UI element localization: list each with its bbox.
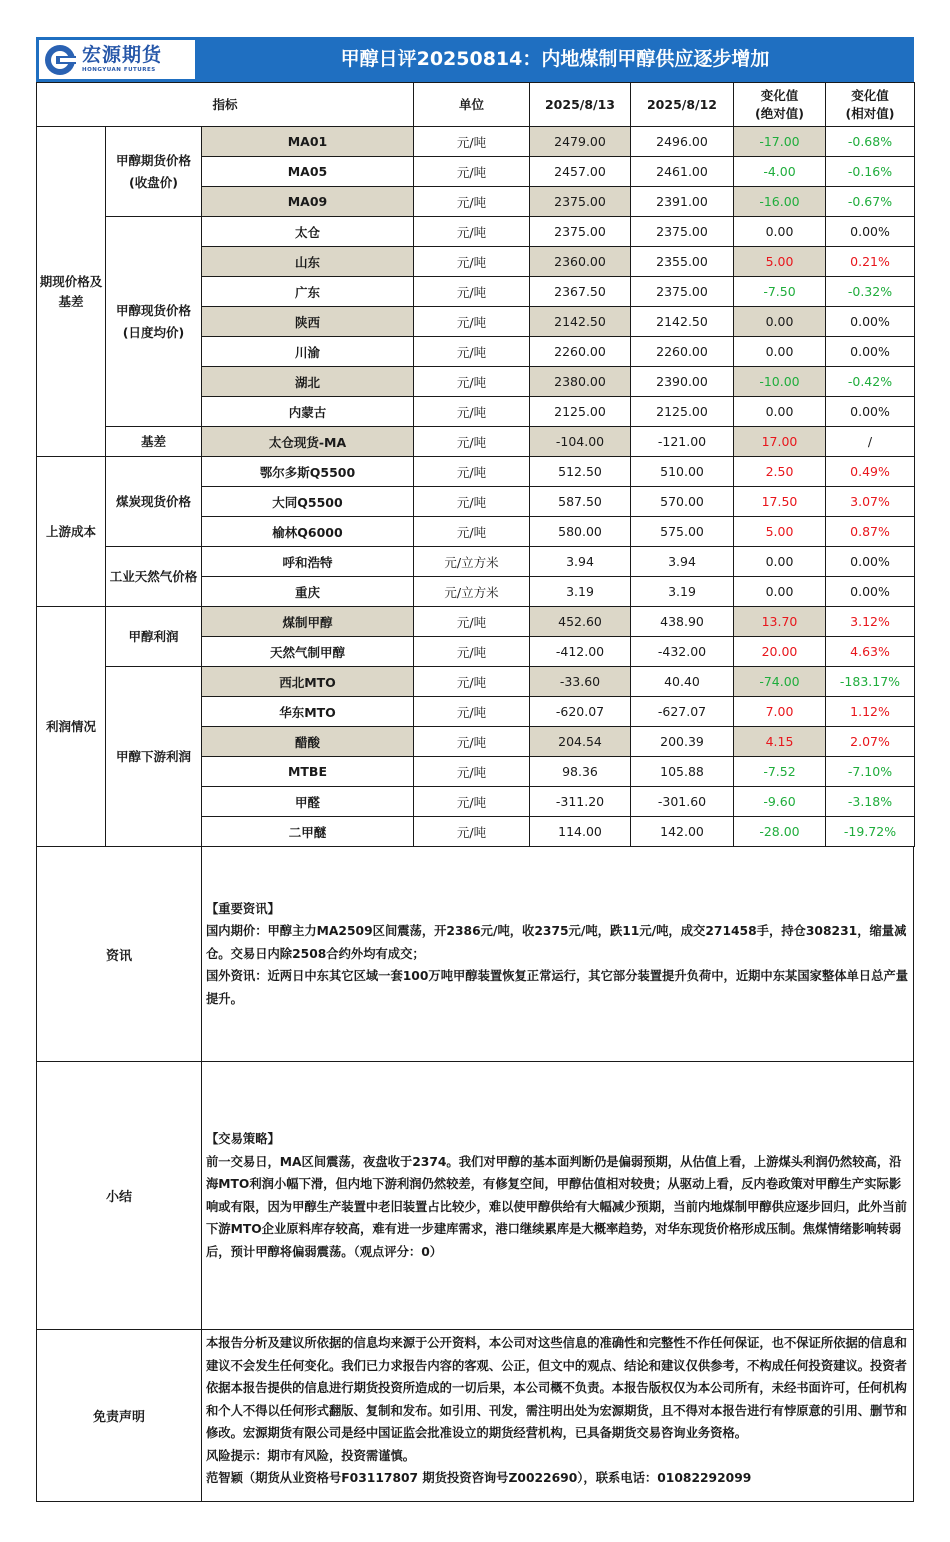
indicator-name: 西北MTO [202,667,414,697]
hongyuan-logo-icon [44,44,76,76]
value-date1: 204.54 [530,727,631,757]
value-date2: 3.19 [631,577,734,607]
risk-text: 风险提示：期市有风险，投资需谨慎。 [206,1448,416,1463]
change-rel: 0.00% [826,337,915,367]
table-row [37,547,915,577]
change-rel: 0.00% [826,547,915,577]
col-unit: 单位 [414,83,530,127]
subcategory-cell: 甲醇下游利润 [106,667,202,847]
value-date2: 438.90 [631,607,734,637]
value-date1: 2360.00 [530,247,631,277]
change-abs: 4.15 [734,727,826,757]
change-abs: -17.00 [734,127,826,157]
change-rel: -7.10% [826,757,915,787]
change-abs: 17.00 [734,427,826,457]
table-row [37,427,915,457]
unit-cell: 元/吨 [414,157,530,187]
indicator-table [36,82,915,847]
change-abs: -9.60 [734,787,826,817]
value-date2: -121.00 [631,427,734,457]
indicator-name: 华东MTO [202,697,414,727]
col-date1: 2025/8/13 [530,83,631,127]
news-body [202,847,913,1061]
change-rel: / [826,427,915,457]
unit-cell: 元/吨 [414,787,530,817]
report-header [36,37,914,82]
unit-cell: 元/吨 [414,337,530,367]
unit-cell: 元/吨 [414,607,530,637]
value-date1: 580.00 [530,517,631,547]
disclaimer-label: 免责声明 [37,1330,202,1501]
unit-cell: 元/吨 [414,637,530,667]
change-rel: 0.21% [826,247,915,277]
table-row [37,667,915,697]
table-row [37,457,915,487]
change-abs: 13.70 [734,607,826,637]
change-abs: 0.00 [734,547,826,577]
analyst-text: 范智颖（期货从业资格号F03117807 期货投资咨询号Z0022690），联系电话：01082292099 [206,1471,752,1485]
change-abs: 0.00 [734,337,826,367]
news-section [36,847,914,1062]
value-date1: 114.00 [530,817,631,847]
change-rel: -0.42% [826,367,915,397]
change-abs: -7.52 [734,757,826,787]
table-row [37,217,915,247]
value-date2: 2375.00 [631,217,734,247]
value-date2: 510.00 [631,457,734,487]
summary-section [36,1062,914,1330]
unit-cell: 元/吨 [414,367,530,397]
news-label: 资讯 [37,847,202,1061]
unit-cell: 元/立方米 [414,547,530,577]
category-cell: 期现价格及基差 [37,127,106,457]
change-rel: 1.12% [826,697,915,727]
indicator-name: 内蒙古 [202,397,414,427]
change-abs: 0.00 [734,577,826,607]
indicator-name: 湖北 [202,367,414,397]
change-rel: 2.07% [826,727,915,757]
change-rel: -183.17% [826,667,915,697]
indicator-name: 二甲醚 [202,817,414,847]
unit-cell: 元/吨 [414,277,530,307]
news-foreign: 国外资讯：近两日中东其它区域一套100万吨甲醇装置恢复正常运行，其它部分装置提升负荷中，近期中东某国家整体单日总产量提升。 [206,969,908,1006]
change-abs: 0.00 [734,307,826,337]
value-date2: 2496.00 [631,127,734,157]
change-rel: 3.12% [826,607,915,637]
change-rel: -0.32% [826,277,915,307]
indicator-name: 榆林Q6000 [202,517,414,547]
value-date1: -412.00 [530,637,631,667]
col-date2: 2025/8/12 [631,83,734,127]
disclaimer-body [202,1330,913,1501]
value-date2: 3.94 [631,547,734,577]
value-date2: 570.00 [631,487,734,517]
value-date1: 98.36 [530,757,631,787]
change-abs: 5.00 [734,247,826,277]
table-row [37,607,915,637]
indicator-name: MTBE [202,757,414,787]
change-rel: -0.16% [826,157,915,187]
value-date2: 575.00 [631,517,734,547]
value-date1: 2375.00 [530,187,631,217]
indicator-name: 重庆 [202,577,414,607]
unit-cell: 元/吨 [414,127,530,157]
news-heading: 【重要资讯】 [206,901,280,916]
unit-cell: 元/吨 [414,397,530,427]
change-abs: 0.00 [734,397,826,427]
change-abs: -74.00 [734,667,826,697]
change-rel: 0.00% [826,577,915,607]
unit-cell: 元/吨 [414,817,530,847]
value-date1: 2457.00 [530,157,631,187]
change-abs: -7.50 [734,277,826,307]
category-cell: 上游成本 [37,457,106,607]
col-indicator: 指标 [37,83,414,127]
category-cell: 利润情况 [37,607,106,847]
value-date1: 3.19 [530,577,631,607]
indicator-name: 煤制甲醇 [202,607,414,637]
value-date2: 2125.00 [631,397,734,427]
subcategory-cell: 甲醇期货价格 (收盘价) [106,127,202,217]
subcategory-cell: 甲醇利润 [106,607,202,667]
company-logo [39,40,195,79]
value-date2: 2375.00 [631,277,734,307]
subcategory-cell: 甲醇现货价格 (日度均价) [106,217,202,427]
unit-cell: 元/吨 [414,517,530,547]
change-rel: 0.49% [826,457,915,487]
subcategory-cell: 工业天然气价格 [106,547,202,607]
value-date1: 2125.00 [530,397,631,427]
logo-cn-text: 宏源期货 [82,44,163,66]
value-date1: 2260.00 [530,337,631,367]
change-rel: 4.63% [826,637,915,667]
disclaimer-section [36,1330,914,1502]
unit-cell: 元/吨 [414,667,530,697]
value-date1: -33.60 [530,667,631,697]
indicator-name: 醋酸 [202,727,414,757]
value-date1: 452.60 [530,607,631,637]
value-date2: 2142.50 [631,307,734,337]
indicator-name: MA05 [202,157,414,187]
value-date1: -620.07 [530,697,631,727]
change-abs: 0.00 [734,217,826,247]
col-rel-change: 变化值 (相对值) [826,83,915,127]
unit-cell: 元/吨 [414,757,530,787]
value-date2: 2391.00 [631,187,734,217]
value-date2: -627.07 [631,697,734,727]
value-date2: 142.00 [631,817,734,847]
change-abs: 2.50 [734,457,826,487]
unit-cell: 元/吨 [414,727,530,757]
logo-en-text: HONGYUAN FUTURES [82,67,156,73]
unit-cell: 元/立方米 [414,577,530,607]
unit-cell: 元/吨 [414,187,530,217]
report-sheet [36,37,914,1502]
value-date1: 2367.50 [530,277,631,307]
change-rel: -19.72% [826,817,915,847]
value-date2: 2390.00 [631,367,734,397]
indicator-name: 呼和浩特 [202,547,414,577]
change-abs: 17.50 [734,487,826,517]
indicator-name: 太仓 [202,217,414,247]
indicator-name: 山东 [202,247,414,277]
change-abs: -16.00 [734,187,826,217]
summary-heading: 【交易策略】 [206,1132,280,1146]
change-abs: 5.00 [734,517,826,547]
value-date2: -432.00 [631,637,734,667]
summary-text: 前一交易日，MA区间震荡，夜盘收于2374。我们对甲醇的基本面判断仍是偏弱预期，从估值上看，上游煤头利润仍然较高，沿海MTO利润小幅下滑，但内地下游利润仍然较差，有修复空间，甲醇估值相对较贵；从驱动上看，反内卷政策对甲醇生产实际影响或有限，因为甲醇生产装置中老旧装置占比较少，难以使甲醇供给有大幅减少预期，当前内地煤制甲醇供应逐步回归，此外当前下游MTO企业原料库存较高，难有进一步建库需求，港口继续累库是大概率趋势，对华东现货价格形成压制。焦煤情绪影响转弱后，预计甲醇将偏弱震荡。（观点评分：0） [206,1154,907,1259]
change-rel: 0.00% [826,397,915,427]
change-rel: -3.18% [826,787,915,817]
value-date1: 2142.50 [530,307,631,337]
summary-body [202,1062,913,1329]
subcategory-cell: 煤炭现货价格 [106,457,202,547]
change-abs: -10.00 [734,367,826,397]
column-header-row [37,83,915,127]
change-abs: -4.00 [734,157,826,187]
indicator-name: 甲醛 [202,787,414,817]
change-abs: 20.00 [734,637,826,667]
value-date2: 2461.00 [631,157,734,187]
value-date1: 2479.00 [530,127,631,157]
unit-cell: 元/吨 [414,427,530,457]
change-rel: 3.07% [826,487,915,517]
value-date2: -301.60 [631,787,734,817]
indicator-name: 川渝 [202,337,414,367]
indicator-name: 天然气制甲醇 [202,637,414,667]
unit-cell: 元/吨 [414,487,530,517]
report-title: 甲醇日评20250814：内地煤制甲醇供应逐步增加 [340,48,770,70]
indicator-name: 太仓现货-MA [202,427,414,457]
value-date1: 512.50 [530,457,631,487]
value-date2: 2260.00 [631,337,734,367]
change-rel: -0.68% [826,127,915,157]
disclaimer-text: 本报告分析及建议所依据的信息均来源于公开资料，本公司对这些信息的准确性和完整性不作任何保证，也不保证所依据的信息和建议不会发生任何变化。我们已力求报告内容的客观、公正，但文中的观点、结论和建议仅供参考，不构成任何投资建议。投资者依据本报告提供的信息进行期货投资所造成的一切后果，本公司概不负责。本报告版权仅为本公司所有，未经书面许可，任何机构和个人不得以任何形式翻版、复制和发布。如引用、刊发，需注明出处为宏源期货，且不得对本报告进行有悖原意的引用、删节和修改。宏源期货有限公司是经中国证监会批准设立的期货经营机构，已具备期货交易咨询业务资格。 [206,1336,907,1440]
value-date1: -104.00 [530,427,631,457]
summary-label: 小结 [37,1062,202,1329]
indicator-name: 陕西 [202,307,414,337]
change-abs: -28.00 [734,817,826,847]
indicator-name: 广东 [202,277,414,307]
change-abs: 7.00 [734,697,826,727]
unit-cell: 元/吨 [414,697,530,727]
subcategory-cell: 基差 [106,427,202,457]
value-date2: 105.88 [631,757,734,787]
change-rel: 0.00% [826,307,915,337]
value-date2: 2355.00 [631,247,734,277]
unit-cell: 元/吨 [414,457,530,487]
value-date2: 40.40 [631,667,734,697]
value-date1: 587.50 [530,487,631,517]
col-abs-change: 变化值 (绝对值) [734,83,826,127]
unit-cell: 元/吨 [414,247,530,277]
change-rel: -0.67% [826,187,915,217]
table-row [37,127,915,157]
indicator-name: 鄂尔多斯Q5500 [202,457,414,487]
indicator-name: 大同Q5500 [202,487,414,517]
news-domestic: 国内期价：甲醇主力MA2509区间震荡，开2386元/吨，收2375元/吨，跌11元/吨，成交271458手，持仓308231，缩量减仓。交易日内除2508合约外均有成交； [206,924,907,961]
value-date2: 200.39 [631,727,734,757]
value-date1: 2380.00 [530,367,631,397]
indicator-name: MA09 [202,187,414,217]
value-date1: -311.20 [530,787,631,817]
unit-cell: 元/吨 [414,307,530,337]
change-rel: 0.00% [826,217,915,247]
value-date1: 2375.00 [530,217,631,247]
unit-cell: 元/吨 [414,217,530,247]
change-rel: 0.87% [826,517,915,547]
value-date1: 3.94 [530,547,631,577]
indicator-name: MA01 [202,127,414,157]
